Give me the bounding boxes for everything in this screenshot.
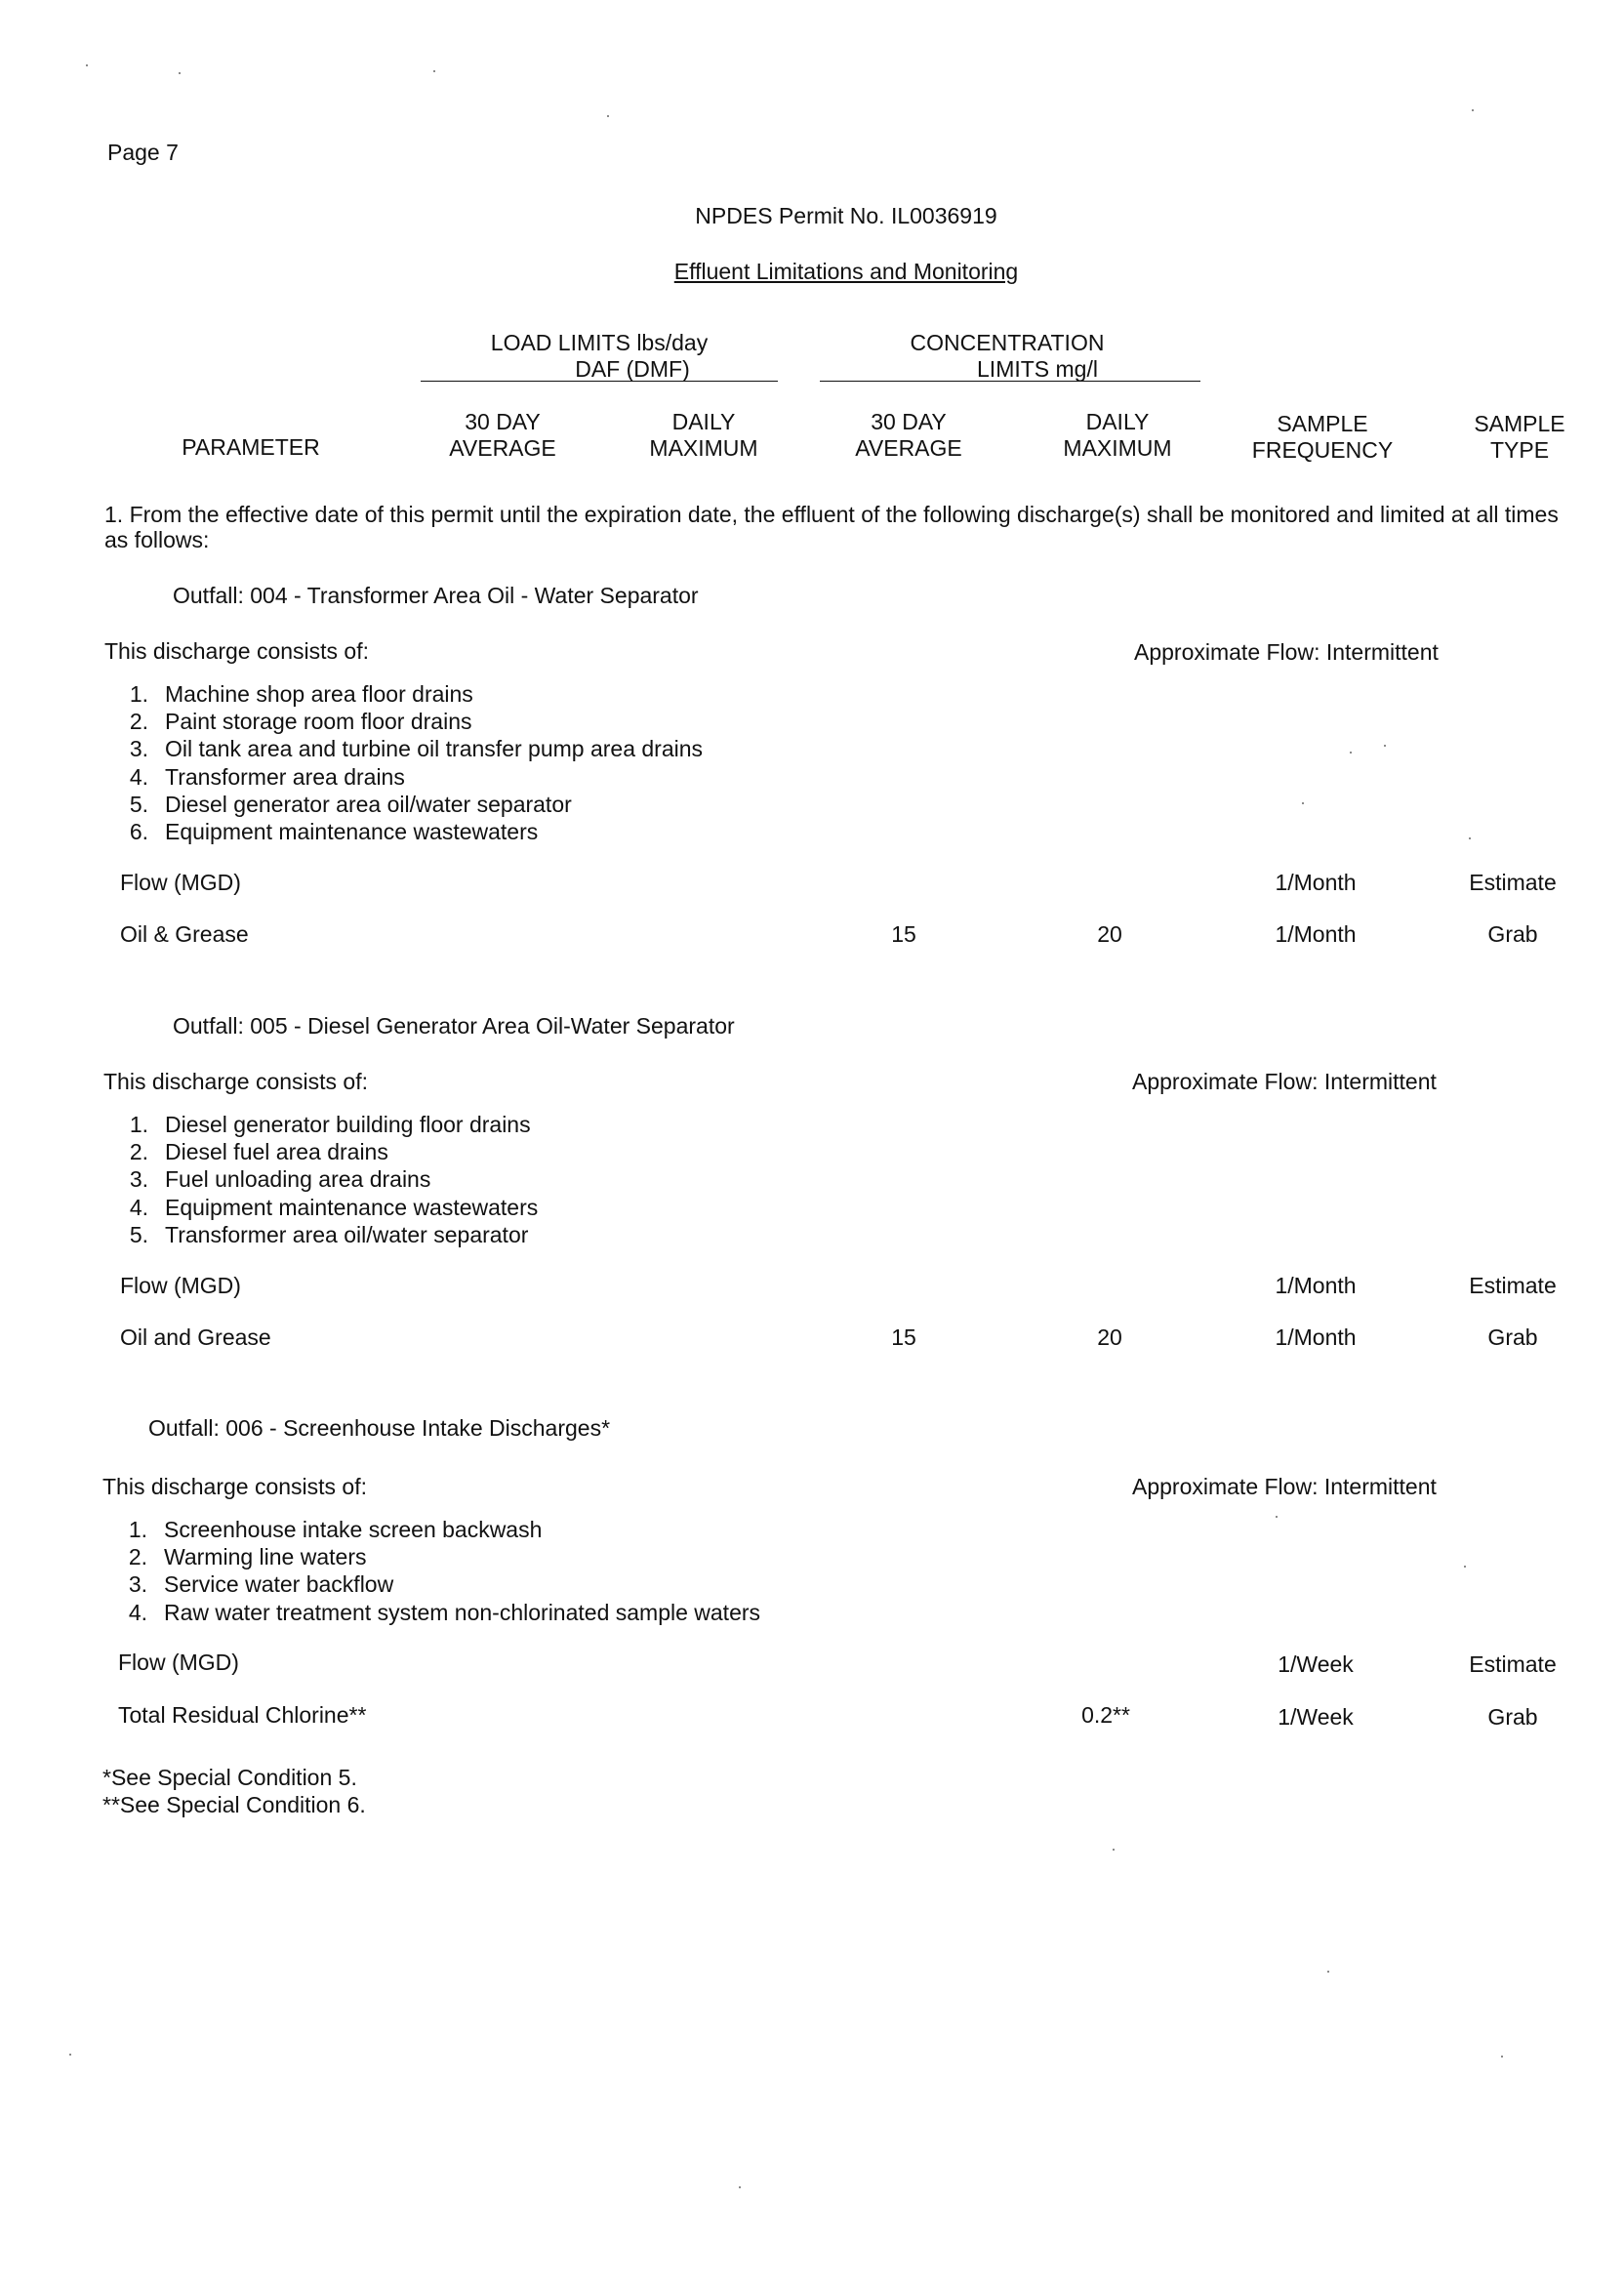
list-item (104, 818, 703, 845)
list-item-text: Warming line waters (164, 1544, 367, 1570)
load-daily-heading (649, 409, 757, 462)
load-30day-line2: AVERAGE (449, 435, 556, 461)
list-item-text: Machine shop area floor drains (165, 681, 473, 707)
row-frequency: 1/Month (1275, 1273, 1357, 1298)
list-item (103, 1570, 760, 1598)
outfall-title: Outfall: 005 - Diesel Generator Area Oil-Water Separator (173, 1013, 735, 1039)
permit-number: NPDES Permit No. IL0036919 (695, 203, 997, 228)
approximate-flow: Approximate Flow: Intermittent (1132, 1474, 1437, 1499)
list-item-text: Screenhouse intake screen backwash (164, 1517, 543, 1542)
row-type: Estimate (1469, 1651, 1557, 1677)
list-item-number: 2. (129, 1139, 148, 1165)
conc-30day-line1: 30 DAY (871, 409, 947, 434)
list-item-text: Transformer area drains (165, 763, 405, 790)
load-30day-heading (449, 409, 556, 462)
list-item-number: 1. (128, 1517, 147, 1542)
sample-frequency-heading (1252, 411, 1393, 464)
outfall-title: Outfall: 004 - Transformer Area Oil - Water Separator (173, 583, 699, 608)
row-conc-30day: 15 (891, 921, 916, 947)
row-parameter: Total Residual Chlorine** (118, 1702, 367, 1728)
approximate-flow: Approximate Flow: Intermittent (1132, 1069, 1437, 1094)
row-conc-daily: 0.2** (1081, 1702, 1130, 1728)
row-parameter: Flow (MGD) (118, 1650, 239, 1675)
footnote: *See Special Condition 5. (102, 1765, 357, 1790)
row-conc-daily: 20 (1097, 921, 1122, 947)
list-item-number: 3. (129, 736, 148, 762)
conc-daily-heading (1063, 409, 1171, 462)
row-type: Grab (1487, 1704, 1538, 1730)
list-item (104, 763, 703, 791)
list-item (104, 1221, 538, 1248)
list-item-text: Service water backflow (164, 1571, 394, 1598)
row-parameter: Oil & Grease (120, 921, 249, 947)
page-label: Page 7 (107, 140, 179, 165)
discharge-list (103, 1516, 760, 1626)
intro-paragraph: 1. From the effective date of this permit until the expiration date, the effluent of the following discharge(s) shall be monitored and limited at all times as follows: (104, 502, 1559, 552)
list-item-number: 1. (129, 681, 148, 707)
list-item (103, 1543, 760, 1570)
load-30day-line1: 30 DAY (465, 409, 541, 434)
list-item (104, 791, 703, 818)
load-daily-line1: DAILY (671, 409, 736, 434)
list-item (104, 1194, 538, 1221)
load-limits-heading: LOAD LIMITS lbs/day (490, 330, 709, 355)
list-item-text: Fuel unloading area drains (165, 1166, 431, 1193)
outfall-title: Outfall: 006 - Screenhouse Intake Discharges* (148, 1415, 611, 1441)
list-item (104, 1111, 538, 1138)
section-title: Effluent Limitations and Monitoring (673, 259, 1019, 284)
conc-daily-line2: MAXIMUM (1063, 435, 1172, 461)
row-type: Grab (1487, 921, 1538, 947)
sample-frequency-line1: SAMPLE (1277, 411, 1368, 436)
row-frequency: 1/Month (1275, 870, 1357, 895)
list-item (103, 1516, 760, 1543)
row-frequency: 1/Week (1278, 1704, 1354, 1730)
sample-type-heading (1474, 411, 1564, 464)
conc-30day-heading (855, 409, 962, 462)
conc-daily-line1: DAILY (1085, 409, 1150, 434)
list-item-number: 1. (129, 1112, 148, 1137)
row-conc-30day: 15 (891, 1324, 916, 1350)
row-conc-daily: 20 (1097, 1324, 1122, 1350)
list-item (104, 708, 703, 735)
list-item (104, 1165, 538, 1193)
discharge-consists-label: This discharge consists of: (104, 638, 370, 664)
list-item-text: Raw water treatment system non-chlorinated sample waters (164, 1599, 761, 1625)
list-item-number: 3. (128, 1571, 147, 1598)
load-limits-unit: DAF (DMF) (575, 356, 690, 382)
discharge-list (104, 1111, 538, 1248)
list-item-number: 4. (129, 1194, 148, 1220)
list-item-text: Diesel generator building floor drains (165, 1112, 531, 1137)
row-frequency: 1/Week (1278, 1651, 1354, 1677)
concentration-heading: CONCENTRATION (910, 330, 1105, 355)
approximate-flow: Approximate Flow: Intermittent (1134, 639, 1439, 665)
row-parameter: Oil and Grease (120, 1324, 271, 1350)
footnote: **See Special Condition 6. (102, 1792, 366, 1817)
concentration-unit: LIMITS mg/l (977, 356, 1098, 382)
list-item-number: 6. (129, 819, 148, 845)
list-item (104, 680, 703, 708)
list-item-number: 2. (129, 709, 148, 735)
list-item-text: Oil tank area and turbine oil transfer pump area drains (165, 736, 704, 762)
list-item-number: 3. (129, 1166, 148, 1193)
discharge-consists-label: This discharge consists of: (102, 1474, 368, 1499)
conc-30day-line2: AVERAGE (855, 435, 962, 461)
list-item (104, 1138, 538, 1165)
list-item-text: Paint storage room floor drains (165, 709, 472, 735)
list-item-text: Diesel generator area oil/water separator (165, 791, 572, 817)
list-item (103, 1599, 760, 1626)
list-item-text: Equipment maintenance wastewaters (165, 819, 539, 845)
row-parameter: Flow (MGD) (120, 870, 241, 895)
list-item-number: 5. (129, 1221, 148, 1247)
row-type: Estimate (1469, 870, 1557, 895)
parameter-heading: PARAMETER (182, 434, 320, 460)
list-item-number: 4. (129, 763, 148, 790)
load-limits-rule (421, 381, 778, 382)
list-item-number: 4. (128, 1599, 147, 1625)
sample-frequency-line2: FREQUENCY (1251, 437, 1394, 463)
sample-type-line2: TYPE (1489, 437, 1550, 463)
row-parameter: Flow (MGD) (120, 1273, 241, 1298)
list-item-number: 2. (128, 1544, 147, 1570)
row-frequency: 1/Month (1275, 921, 1357, 947)
list-item (104, 735, 703, 762)
sample-type-line1: SAMPLE (1474, 411, 1565, 436)
row-frequency: 1/Month (1275, 1324, 1357, 1350)
list-item-number: 5. (129, 791, 148, 817)
load-daily-line2: MAXIMUM (649, 435, 758, 461)
discharge-list (104, 680, 703, 845)
concentration-rule (820, 381, 1200, 382)
row-type: Grab (1487, 1324, 1538, 1350)
row-type: Estimate (1469, 1273, 1557, 1298)
discharge-consists-label: This discharge consists of: (103, 1069, 369, 1094)
list-item-text: Equipment maintenance wastewaters (165, 1194, 539, 1220)
list-item-text: Diesel fuel area drains (165, 1139, 388, 1165)
list-item-text: Transformer area oil/water separator (165, 1221, 529, 1247)
